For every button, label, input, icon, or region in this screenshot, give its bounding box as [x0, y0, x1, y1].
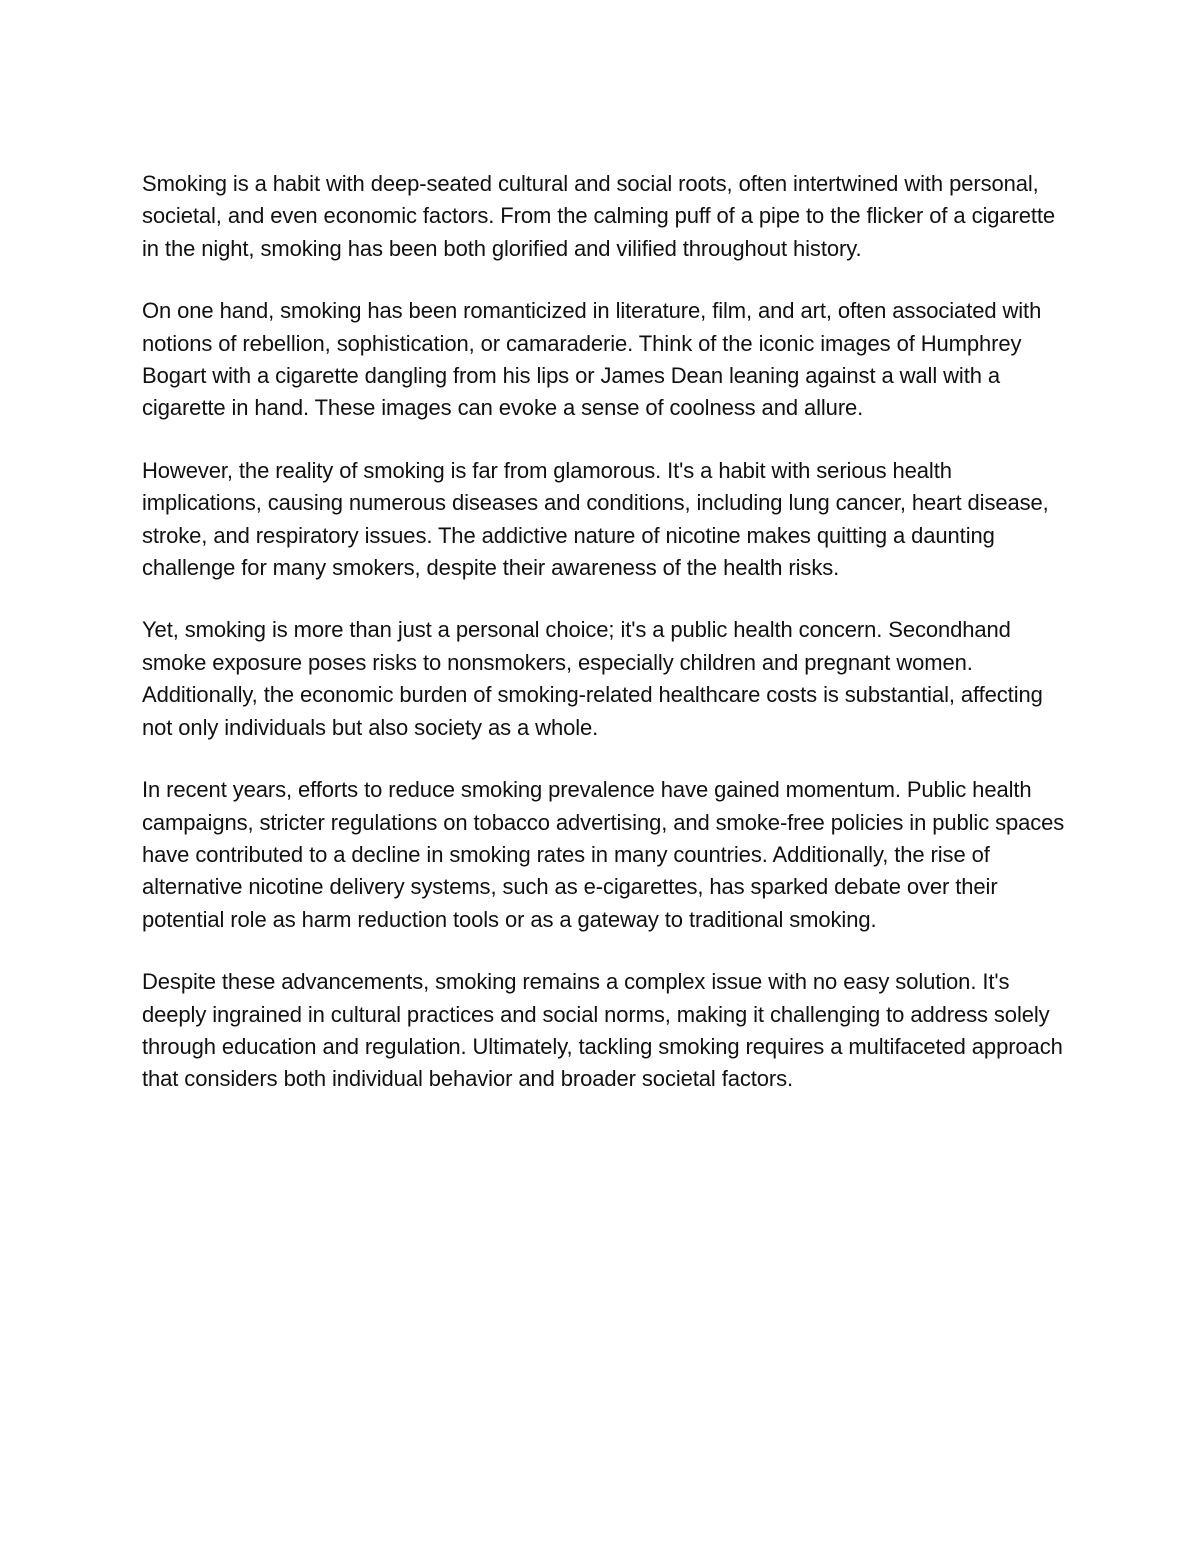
paragraph-6: Despite these advancements, smoking remains a complex issue with no easy solution. It's deeply ingrained in cultural practices and social norms, making it challenging to address solely through education and regulation. Ultimately, tackling smoking requires a multifaceted approach that considers both individual behavior and broader societal factors.: [142, 969, 1063, 1092]
paragraph-1: Smoking is a habit with deep-seated cultural and social roots, often intertwined with personal, societal, and even economic factors. From the calming puff of a pipe to the flicker of a cigarette in the night, smoking has been both glorified and vilified throughout history.: [142, 171, 1056, 261]
paragraph-4: Yet, smoking is more than just a personal choice; it's a public health concern. Secondhand smoke exposure poses risks to nonsmokers, especially children and pregnant women. Additionally, the economic burden of smoking-related healthcare costs is substantial, affecting not only individuals but also society as a whole.: [142, 617, 1043, 740]
document-body: [142, 168, 1072, 1126]
paragraph-3: However, the reality of smoking is far from glamorous. It's a habit with serious health implications, causing numerous diseases and conditions, including lung cancer, heart disease, stroke, and respiratory issues. The addictive nature of nicotine makes quitting a daunting challenge for many smokers, despite their awareness of the health risks.: [142, 457, 1049, 581]
paragraph-2: On one hand, smoking has been romanticized in literature, film, and art, often associated with notions of rebellion, sophistication, or camaraderie. Think of the iconic images of Humphrey Bogart with a cigarette dangling from his lips or James Dean leaning against a wall with a cigarette in hand. These images can evoke a sense of coolness and allure.: [142, 298, 1042, 421]
paragraph-5: In recent years, efforts to reduce smoking prevalence have gained momentum. Public health campaigns, stricter regulations on tobacco advertising, and smoke-free policies in public spaces have contributed to a decline in smoking rates in many countries. Additionally, the rise of alternative nicotine delivery systems, such as e-cigarettes, has sparked debate over their potential role as harm reduction tools or as a gateway to traditional smoking.: [142, 777, 1065, 932]
